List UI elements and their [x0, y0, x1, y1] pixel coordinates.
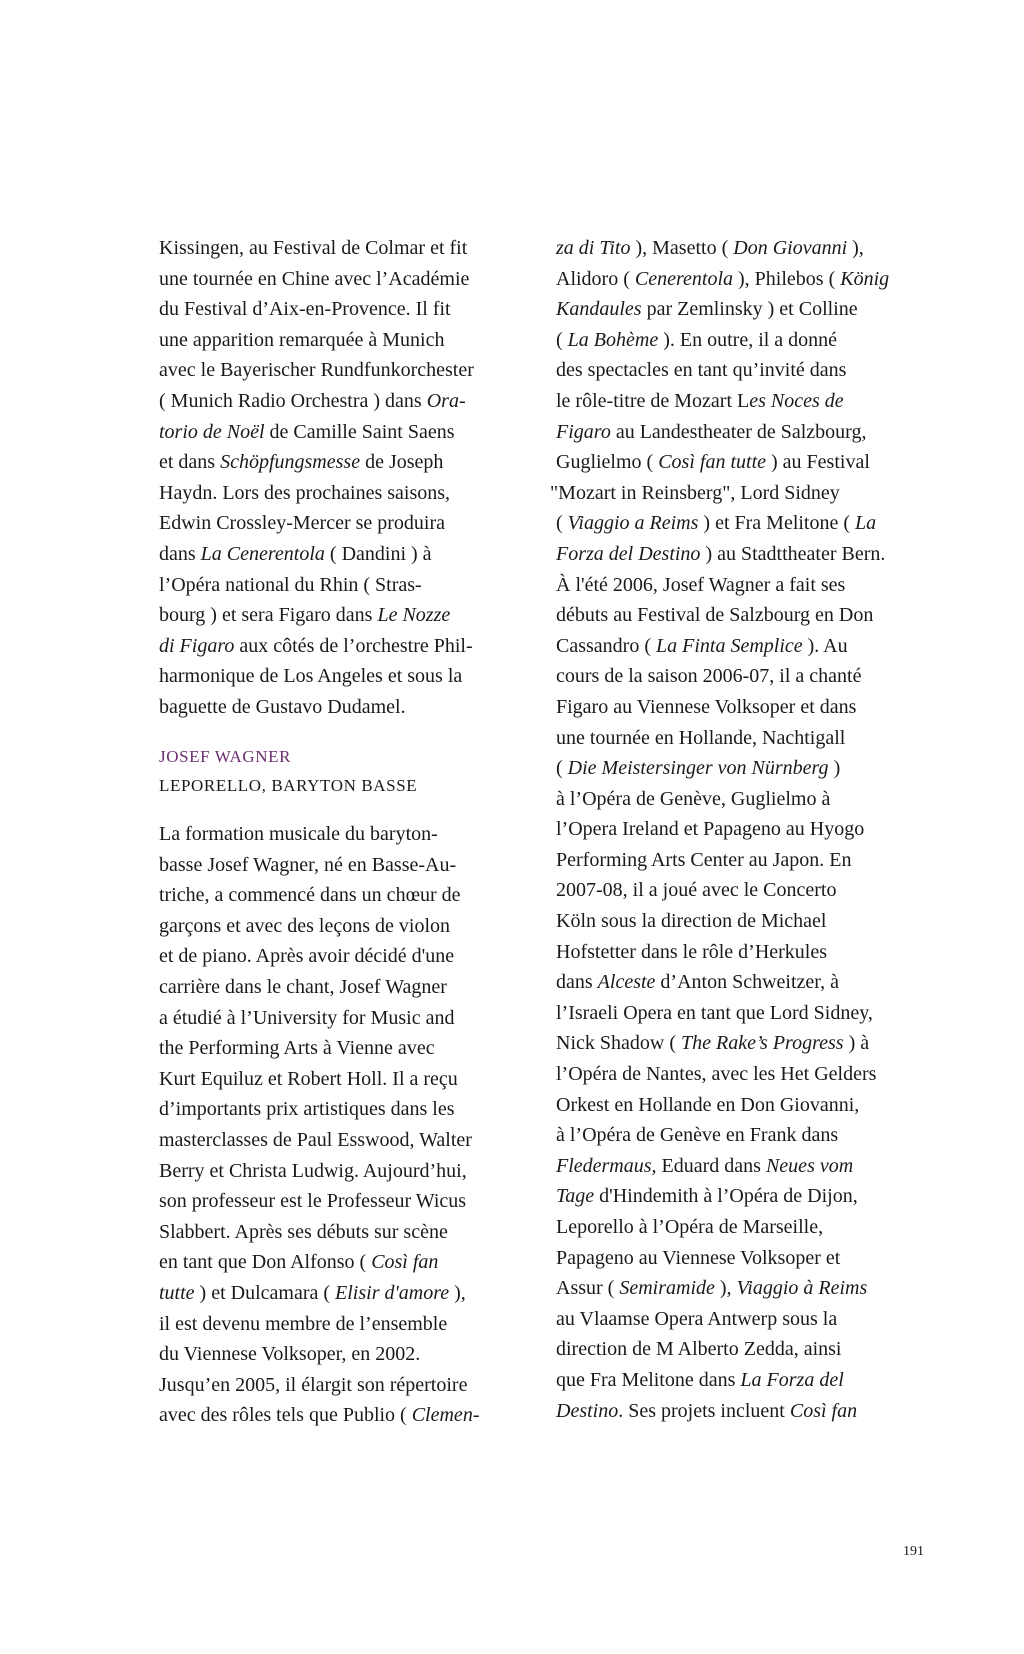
body-text: que Fra Melitone dans	[556, 1368, 741, 1391]
text-line	[159, 570, 539, 601]
body-text: l’Opéra de Nantes, avec les Het Gelders	[556, 1063, 877, 1086]
italic-title-text: Così fan	[371, 1251, 439, 1274]
body-text: cours de la saison 2006-07, il a chanté	[556, 665, 862, 688]
text-line	[159, 386, 539, 417]
body-text: the Performing Arts à Vienne avec	[159, 1037, 435, 1060]
text-line	[556, 1181, 946, 1212]
italic-title-text: Forza del Destino	[556, 542, 701, 565]
italic-title-text: Ora-	[426, 389, 466, 412]
body-text: ). Au	[802, 634, 848, 657]
text-line	[550, 478, 946, 509]
body-text: ( Munich Radio Orchestra ) dans	[159, 389, 427, 412]
body-text: masterclasses de Paul Esswood, Walter	[159, 1128, 472, 1151]
italic-title-text: La Finta Semplice	[655, 634, 803, 657]
text-line	[159, 819, 479, 850]
body-text: son professeur est le Professeur Wicus	[159, 1190, 467, 1213]
text-line	[556, 570, 946, 601]
right-column	[550, 233, 946, 1426]
italic-title-text: di Figaro	[159, 634, 235, 657]
text-line	[159, 508, 539, 539]
body-text: il est devenu membre de l’ensemble	[159, 1312, 448, 1335]
body-text: ) et Fra Melitone (	[698, 512, 856, 535]
artist-role-subheading: LEPORELLO, BARYTON BASSE	[159, 776, 418, 795]
body-text: une tournée en Hollande, Nachtigall	[556, 726, 846, 749]
body-text: l’Opera Ireland et Papageno au Hyogo	[556, 818, 865, 841]
text-line	[556, 233, 946, 264]
text-line	[556, 875, 946, 906]
body-text: aux côtés de l’orchestre Phil-	[234, 634, 473, 657]
page-number: 191	[903, 1544, 924, 1559]
body-text: Berry et Christa Ludwig. Aujourd’hui,	[159, 1159, 467, 1182]
italic-title-text: Elisir d'amore	[335, 1281, 450, 1304]
body-text: avec des rôles tels que Publio (	[159, 1404, 412, 1427]
body-text: Orkest en Hollande en Don Giovanni,	[556, 1093, 860, 1116]
italic-title-text: Semiramide	[619, 1277, 715, 1300]
body-text: triche, a commencé dans un chœur de	[159, 884, 461, 907]
body-text: du Festival d’Aix-en-Provence. Il fit	[159, 298, 451, 321]
italic-title-text: König	[840, 267, 890, 290]
body-text: Figaro au Viennese Volksoper et dans	[556, 695, 857, 718]
text-line	[159, 1064, 479, 1095]
body-text: au Vlaamse Opera Antwerp sous la	[556, 1307, 838, 1330]
body-text: Haydn. Lors des prochaines saisons,	[159, 481, 451, 504]
text-line	[556, 1090, 946, 1121]
italic-title-text: Don Giovanni	[733, 237, 848, 259]
body-text: une tournée en Chine avec l’Académie	[159, 267, 470, 290]
text-line	[159, 631, 539, 662]
biography-paragraph-crossley-mercer	[159, 233, 539, 723]
body-text: ( Dandini ) à	[324, 542, 432, 565]
body-text: ), Philebos (	[733, 267, 841, 290]
text-line	[159, 1094, 479, 1125]
body-text: de Joseph	[360, 451, 444, 474]
italic-title-text: Figaro	[556, 420, 611, 443]
text-line	[159, 880, 479, 911]
text-line	[556, 1396, 946, 1427]
italic-title-text: za di Tito	[556, 237, 631, 259]
body-text: ),	[714, 1277, 737, 1300]
body-text: ) au Stadttheater Bern.	[700, 542, 886, 565]
text-line	[556, 661, 946, 692]
body-text: ). En outre, il a donné	[658, 328, 838, 351]
body-text: La formation musicale du baryton-	[159, 823, 438, 845]
body-text: au Landestheater de Salzbourg,	[610, 420, 867, 443]
text-line	[556, 937, 946, 968]
body-text: dans	[159, 542, 201, 565]
body-text: Edwin Crossley-Mercer se produira	[159, 512, 446, 535]
text-line	[159, 417, 539, 448]
italic-title-text: Kandaules	[556, 298, 642, 321]
text-line	[556, 967, 946, 998]
text-line	[556, 784, 946, 815]
body-text: Cassandro (	[556, 634, 656, 657]
body-text: Performing Arts Center au Japon. En	[556, 848, 852, 871]
body-text: de Camille Saint Saens	[264, 420, 455, 443]
text-line	[159, 1339, 479, 1370]
body-text: basse Josef Wagner, né en Basse-Au-	[159, 853, 457, 876]
italic-title-text: La Cenerentola	[200, 542, 325, 565]
text-line	[159, 1370, 479, 1401]
text-line	[556, 692, 946, 723]
body-text: débuts au Festival de Salzbourg en Don	[556, 604, 874, 627]
body-text: Slabbert. Après ses débuts sur scène	[159, 1220, 448, 1243]
body-text: harmonique de Los Angeles et sous la	[159, 665, 463, 688]
italic-title-text: Tage	[556, 1185, 595, 1208]
text-line	[556, 600, 946, 631]
body-text: (	[556, 328, 568, 351]
body-text: ) à	[843, 1032, 870, 1055]
text-line	[159, 1247, 479, 1278]
text-line	[556, 386, 946, 417]
italic-title-text: The Rake’s Progress	[680, 1032, 844, 1055]
biography-paragraph-wagner-continued	[550, 233, 946, 1426]
text-line	[159, 911, 479, 942]
body-text: le rôle-titre de Mozart L	[556, 389, 750, 412]
italic-title-text: tutte	[159, 1281, 195, 1304]
text-line	[159, 1400, 479, 1431]
text-line	[159, 1125, 479, 1156]
biography-paragraph-wagner	[159, 819, 479, 1431]
text-line	[556, 1028, 946, 1059]
italic-title-text: Cenerentola	[634, 267, 734, 290]
italic-title-text: Alceste	[597, 971, 656, 994]
text-line	[159, 850, 479, 881]
text-line	[159, 355, 539, 386]
text-line	[556, 1212, 946, 1243]
text-line	[556, 325, 946, 356]
text-line	[556, 508, 946, 539]
text-line	[556, 1151, 946, 1182]
body-text: baguette de Gustavo Dudamel.	[159, 695, 406, 718]
body-text: dans	[556, 971, 598, 994]
text-line	[159, 692, 539, 723]
italic-title-text: es Noces de	[749, 389, 844, 412]
body-text: Kurt Equiluz et Robert Holl. Il a reçu	[159, 1067, 458, 1090]
text-line	[556, 845, 946, 876]
body-text: 2007-08, il a joué avec le Concerto	[556, 879, 837, 902]
text-line	[159, 1033, 479, 1064]
text-line	[159, 600, 539, 631]
body-text: des spectacles en tant qu’invité dans	[556, 359, 847, 382]
body-text: à l’Opéra de Genève, Guglielmo à	[556, 787, 831, 810]
body-text: direction de M Alberto Zedda, ainsi	[556, 1338, 842, 1361]
body-text: d’Anton Schweitzer, à	[655, 971, 840, 994]
text-line	[556, 417, 946, 448]
text-line	[556, 998, 946, 1029]
body-text: carrière dans le chant, Josef Wagner	[159, 975, 447, 998]
italic-title-text: Viaggio a Reims	[567, 512, 699, 535]
italic-title-text: Die Meistersinger von Nürnberg	[567, 757, 829, 780]
body-text: ), Masetto (	[630, 237, 734, 259]
text-line	[159, 447, 539, 478]
body-text: Hofstetter dans le rôle d’Herkules	[556, 940, 828, 963]
text-line	[159, 941, 479, 972]
body-text: par Zemlinsky ) et Colline	[641, 298, 858, 321]
body-text: Köln sous la direction de Michael	[556, 910, 827, 933]
body-text: Guglielmo (	[556, 451, 659, 474]
body-text: ) et Dulcamara (	[194, 1281, 336, 1304]
italic-title-text: Destino	[556, 1399, 619, 1422]
text-line	[556, 1273, 946, 1304]
body-text: Papageno au Viennese Volksoper et	[556, 1246, 841, 1269]
text-line	[556, 1365, 946, 1396]
text-line	[159, 1186, 479, 1217]
body-text: Jusqu’en 2005, il élargit son répertoire	[159, 1373, 468, 1396]
text-line	[159, 1217, 479, 1248]
text-line	[159, 294, 539, 325]
body-text: à l’Opéra de Genève en Frank dans	[556, 1124, 839, 1147]
text-line	[159, 661, 539, 692]
left-column	[159, 233, 539, 1427]
italic-title-text: La Bohème	[567, 328, 659, 351]
italic-title-text: La Forza del	[740, 1368, 844, 1391]
body-text: et dans	[159, 451, 221, 474]
text-line	[556, 1243, 946, 1274]
artist-name-heading: JOSEF WAGNER	[159, 747, 292, 766]
text-line	[556, 447, 946, 478]
body-text: (	[556, 512, 568, 535]
text-line	[556, 814, 946, 845]
body-text: ) au Festival	[766, 451, 870, 474]
text-line	[159, 264, 539, 295]
body-text: l’Opéra national du Rhin ( Stras-	[159, 573, 422, 596]
text-line	[556, 723, 946, 754]
body-text: et de piano. Après avoir décidé d'une	[159, 945, 455, 968]
text-line	[159, 1156, 479, 1187]
text-line	[556, 906, 946, 937]
text-line	[556, 355, 946, 386]
body-text: Alidoro (	[556, 267, 635, 290]
body-text: (	[556, 757, 568, 780]
text-line	[159, 1278, 479, 1309]
italic-title-text: Così fan	[789, 1399, 858, 1422]
body-text: . Ses projets incluent	[618, 1399, 790, 1422]
italic-title-text: torio de Noël	[159, 420, 265, 443]
body-text: Assur (	[556, 1277, 620, 1300]
text-line	[159, 478, 539, 509]
body-text: "Mozart in Reinsberg", Lord Sidney	[550, 481, 840, 504]
text-line	[556, 753, 946, 784]
body-text: ),	[449, 1281, 466, 1304]
text-line	[556, 631, 946, 662]
body-text: garçons et avec des leçons de violon	[159, 914, 451, 937]
italic-title-text: Schöpfungsmesse	[220, 451, 361, 474]
body-text: une apparition remarquée à Munich	[159, 328, 445, 351]
text-line	[556, 1059, 946, 1090]
body-text: l’Israeli Opera en tant que Lord Sidney,	[556, 1001, 873, 1024]
text-line	[556, 294, 946, 325]
body-text: bourg ) et sera Figaro dans	[159, 604, 378, 627]
italic-title-text: Fledermaus	[556, 1154, 652, 1177]
body-text: Kissingen, au Festival de Colmar et fit	[159, 237, 468, 259]
text-line	[556, 264, 946, 295]
text-line	[159, 325, 539, 356]
body-text: d’importants prix artistiques dans les	[159, 1098, 455, 1121]
body-text: , Eduard dans	[651, 1154, 766, 1177]
text-line	[159, 1309, 479, 1340]
body-text: À l'été 2006, Josef Wagner a fait ses	[556, 573, 846, 596]
text-line	[556, 539, 946, 570]
text-line	[556, 1334, 946, 1365]
body-text: Nick Shadow (	[556, 1032, 681, 1055]
text-line	[159, 1003, 479, 1034]
italic-title-text: Così fan tutte	[658, 451, 767, 474]
body-text: en tant que Don Alfonso (	[159, 1251, 372, 1274]
text-line	[159, 539, 539, 570]
italic-title-text: Le Nozze	[377, 604, 451, 627]
text-line	[159, 972, 479, 1003]
text-line	[556, 1120, 946, 1151]
body-text: d'Hindemith à l’Opéra de Dijon,	[594, 1185, 858, 1208]
italic-title-text: Clemen-	[411, 1404, 480, 1427]
body-text: a étudié à l’University for Music and	[159, 1006, 455, 1029]
body-text: )	[828, 757, 841, 780]
italic-title-text: La	[855, 512, 877, 535]
text-line	[556, 1304, 946, 1335]
body-text: du Viennese Volksoper, en 2002.	[159, 1343, 421, 1366]
body-text: avec le Bayerischer Rundfunkorchester	[159, 359, 474, 382]
italic-title-text: Neues vom	[765, 1154, 854, 1177]
body-text: Leporello à l’Opéra de Marseille,	[556, 1216, 824, 1238]
text-line	[159, 233, 539, 264]
italic-title-text: Viaggio à Reims	[736, 1277, 868, 1300]
body-text: ),	[847, 237, 864, 259]
